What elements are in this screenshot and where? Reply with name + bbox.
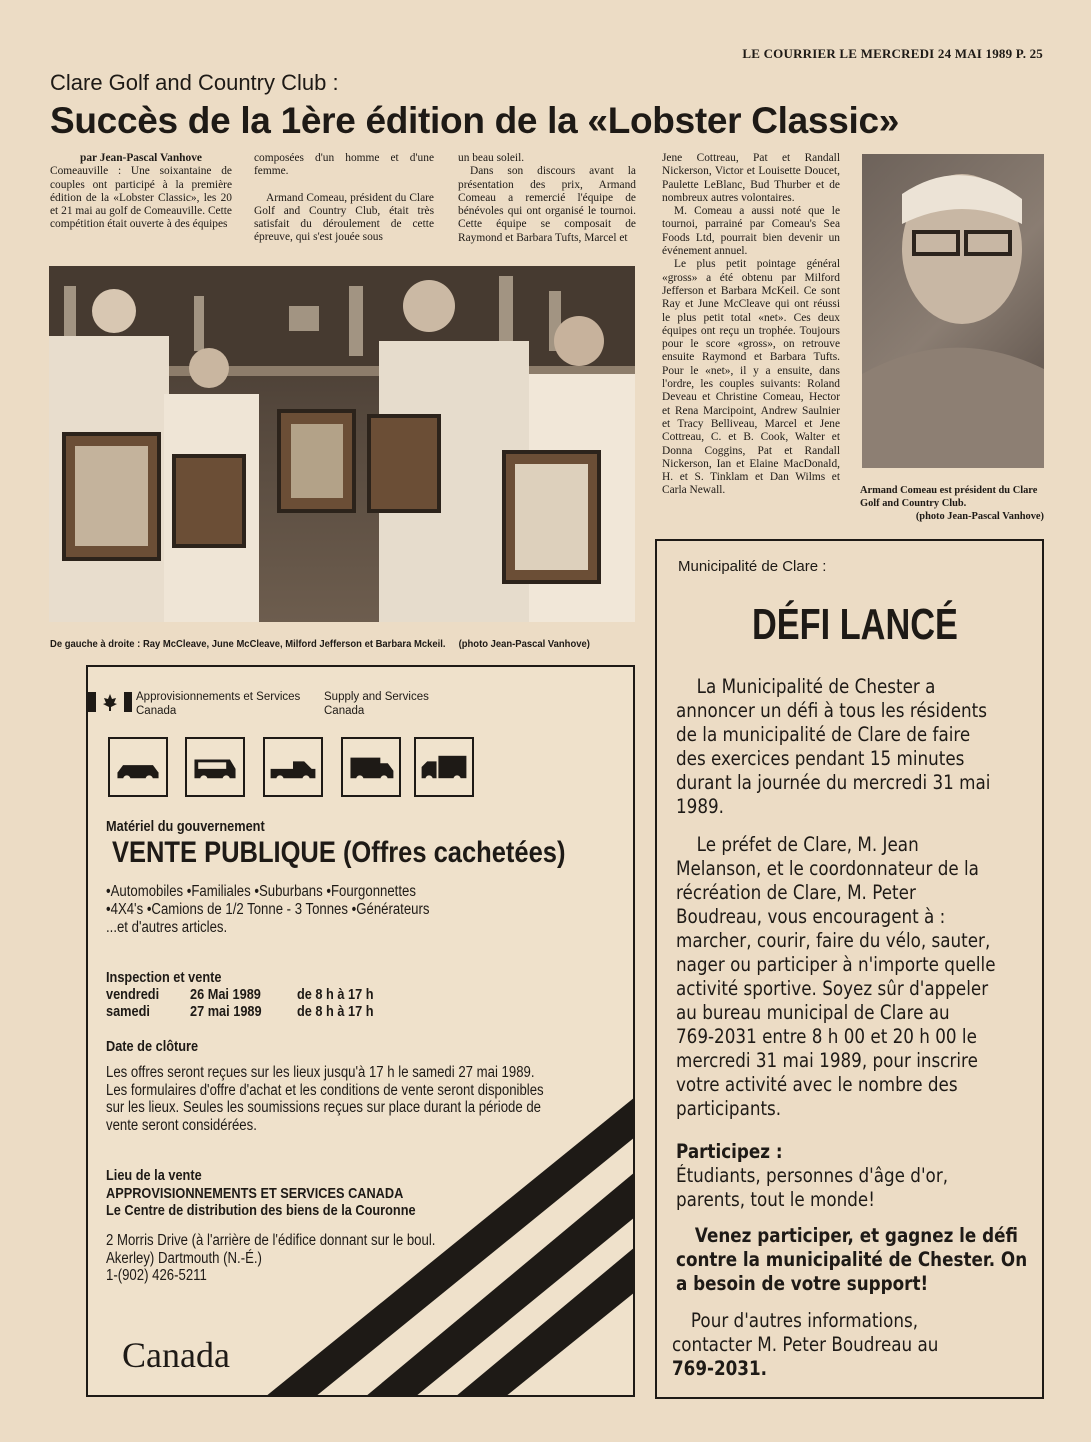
group-photo [49,266,635,622]
running-header: LE COURRIER LE MERCREDI 24 MAI 1989 P. 25 [742,46,1043,61]
defi-line: nager ou participer à n'importe quelle [676,953,996,976]
article-column-2 [254,152,434,245]
defi-line: au bureau municipal de Clare au [676,1001,950,1024]
address-line: 2 Morris Drive (à l'arrière de l'édifice donnant sur le boul. [106,1232,436,1249]
caption-text: Armand Comeau est président du Clare Golf and Country Club. [860,485,1038,509]
items-line: •Automobiles •Familiales •Suburbans •Fourgonnettes [106,883,416,900]
defi-line: participants. [676,1097,782,1120]
defi-line: de la municipalité de Clare de faire [676,723,971,746]
defi-paragraph-1 [676,675,990,819]
defi-line: contre la municipalité de Chester. On [676,1248,1028,1271]
closing-line: Les offres seront reçues sur les lieux jusqu'à 17 h le samedi 27 mai 1989. [106,1064,535,1081]
defi-line: parents, tout le monde! [676,1188,875,1211]
canada-wordmark: Canada [122,1335,230,1375]
defi-paragraph-3 [676,1164,948,1212]
inspection-days [106,986,159,1020]
portrait-photo [862,154,1044,468]
inspection-heading: Inspection et vente [106,969,222,986]
defi-paragraph-2 [676,833,996,1121]
article-paragraph: Dans son discours avant la présentation des prix, Armand Comeau a remercié l'équipe de bénévoles qui ont organisé le tournoi. Cette équipe se composait de Raymond et Barbara Tufts, Marcel et [458,165,636,244]
defi-kicker: Municipalité de Clare : [678,558,827,575]
defi-line: 1989. [676,795,725,818]
closing-line: sur les lieux. Seules les soumissions reçues sur place durant la période de [106,1099,542,1116]
inspection-times [297,986,374,1020]
items-list [106,883,429,937]
defi-paragraph-4 [676,1224,1027,1296]
items-line: ...et d'autres articles. [106,919,228,936]
article-paragraph: Le plus petit pointage général «gross» a été obtenu par Milford Jefferson et Barbara McKeil. Ce sont Ray et June McCleave qui ont réussi le plus petit total «net». Ces deux équipes ont reçu un trophée. Toujours pour le score «gross», on retrouve ensuite Raymond et Barbara Tufts. Pour le «net», il y a ensuite, dans l'ordre, les couples suivants: Roland Deveau et Christine Comeau, Hector et Rena Marcipoint, Andrew Saulnier et Tracy Belliveau, Marcel et Jene Cottreau, C. et B. Cook, Walter et Donna Coggins, Pat et Randall Nickerson, Ian et Elaine MacDonald, H. et S. Tinklam et Dan Wilms et Carla Newall. [662,258,840,497]
cargo-truck-icon [414,737,474,797]
defi-line: Étudiants, personnes d'âge d'or, [676,1164,949,1187]
defi-line: mercredi 31 mai 1989, pour inscrire [676,1049,978,1072]
defi-line: a besoin de votre support! [676,1272,929,1295]
defi-line: des exercices pendant 15 minutes [676,747,965,770]
closing-text [106,1064,544,1134]
day-label: samedi [106,1003,150,1020]
location-line: APPROVISIONNEMENTS ET SERVICES CANADA [106,1184,404,1202]
car-icon [108,737,168,797]
defi-line: Le préfet de Clare, M. Jean [696,833,919,856]
ad-phone: 1-(902) 426-5211 [106,1267,207,1284]
day-label: vendredi [106,986,160,1003]
ad-title: VENTE PUBLIQUE (Offres cachetées) [112,836,566,869]
group-photo-illustration [49,266,635,622]
defi-line: La Municipalité de Chester a [696,675,936,698]
group-photo-caption [50,638,590,650]
defi-line: annoncer un défi à tous les résidents [676,699,987,722]
defi-line: activité sportive. Soyez sûr d'appeler [676,977,989,1000]
time-label: de 8 h à 17 h [297,986,374,1003]
article-paragraph: composées d'un homme et d'une femme. [254,152,434,178]
caption-text: De gauche à droite : Ray McCleave, June McCleave, Milford Jefferson et Barbara Mckeil. [50,638,446,650]
defi-paragraph-5 [672,1309,938,1381]
defi-line: 769-2031 entre 8 h 00 et 20 h 00 le [676,1025,977,1048]
ad-subtitle: Matériel du gouvernement [106,818,265,835]
location-heading: Lieu de la vente [106,1167,202,1184]
time-label: de 8 h à 17 h [297,1003,374,1020]
date-label: 26 Mai 1989 [190,986,261,1003]
defi-line: récréation de Clare, M. Peter [676,881,916,904]
defi-line: Melanson, et le coordonnateur de la [676,857,979,880]
article-paragraph: un beau soleil. [458,152,525,164]
defi-participez: Participez : [676,1140,783,1163]
address-line: Akerley) Dartmouth (N.-É.) [106,1249,262,1267]
article-paragraph: Comeauville : Une soixantaine de couples ont participé à la première édition de la «Lobster Classic», les 20 et 21 mai au golf de Comeauville. Cette compétition était ouverte à des équipes [50,165,232,231]
portrait-illustration [862,154,1044,468]
article-column-4 [662,152,840,498]
article-paragraph: Jene Cottreau, Pat et Randall Nickerson, Victor et Louisette Doucet, Paulette LeBlanc, Bud Thurber et de nombreux autres volontaires. [662,152,840,204]
van-icon [185,737,245,797]
defi-line: Boudreau, vous encouragent à : [676,905,946,928]
byline: par Jean-Pascal Vanhove [80,152,202,164]
defi-phone: 769-2031. [672,1357,768,1380]
canada-flag-icon [88,690,132,714]
defi-title: DÉFI LANCÉ [752,600,958,649]
closing-line: vente seront considérées. [106,1116,257,1134]
location-line: Le Centre de distribution des biens de la Couronne [106,1202,416,1219]
department-name-fr [136,690,300,718]
dept-en-line: Supply and Services [324,691,429,703]
defi-line: votre activité avec le nombre des [676,1073,958,1096]
truck-icon [341,737,401,797]
items-line: •4X4's •Camions de 1/2 Tonne - 3 Tonnes •Générateurs [106,901,430,918]
article-column-3 [458,152,636,245]
date-label: 27 mai 1989 [190,1003,262,1020]
pickup-truck-icon [263,737,323,797]
defi-line: Venez participer, et gagnez le défi [694,1224,1018,1247]
department-name-en [324,690,429,718]
article-column-1 [50,152,232,232]
photo-credit: (photo Jean-Pascal Vanhove) [915,511,1044,522]
inspection-dates [190,986,262,1020]
portrait-caption [860,484,1044,523]
article-headline: Succès de la 1ère édition de la «Lobster Classic» [50,100,900,141]
article-paragraph: M. Comeau a aussi noté que le tournoi, parrainé par Comeau's Sea Foods Ltd, pourrait bien devenir un événement annuel. [662,205,840,258]
dept-fr-line: Approvisionnements et Services [136,691,301,703]
dept-fr-line: Canada [136,705,177,717]
photo-credit: (photo Jean-Pascal Vanhove) [458,638,590,650]
defi-line: contacter M. Peter Boudreau au [672,1333,939,1356]
address-block [106,1232,435,1285]
location-block [106,1167,416,1220]
defi-line: durant la journée du mercredi 31 mai [676,771,991,794]
dept-en-line: Canada [324,705,365,717]
defi-line: marcher, courir, faire du vélo, sauter, [676,929,991,952]
section-separator [254,179,434,192]
closing-heading: Date de clôture [106,1038,199,1055]
defi-line: Pour d'autres informations, [690,1309,919,1332]
closing-line: Les formulaires d'offre d'achat et les conditions de vente seront disponibles [106,1081,544,1099]
article-kicker: Clare Golf and Country Club : [50,70,339,95]
article-paragraph: Armand Comeau, président du Clare Golf and Country Club, était très satisfait du déroulement de cette épreuve, qui s'est jouée sous [254,191,434,244]
